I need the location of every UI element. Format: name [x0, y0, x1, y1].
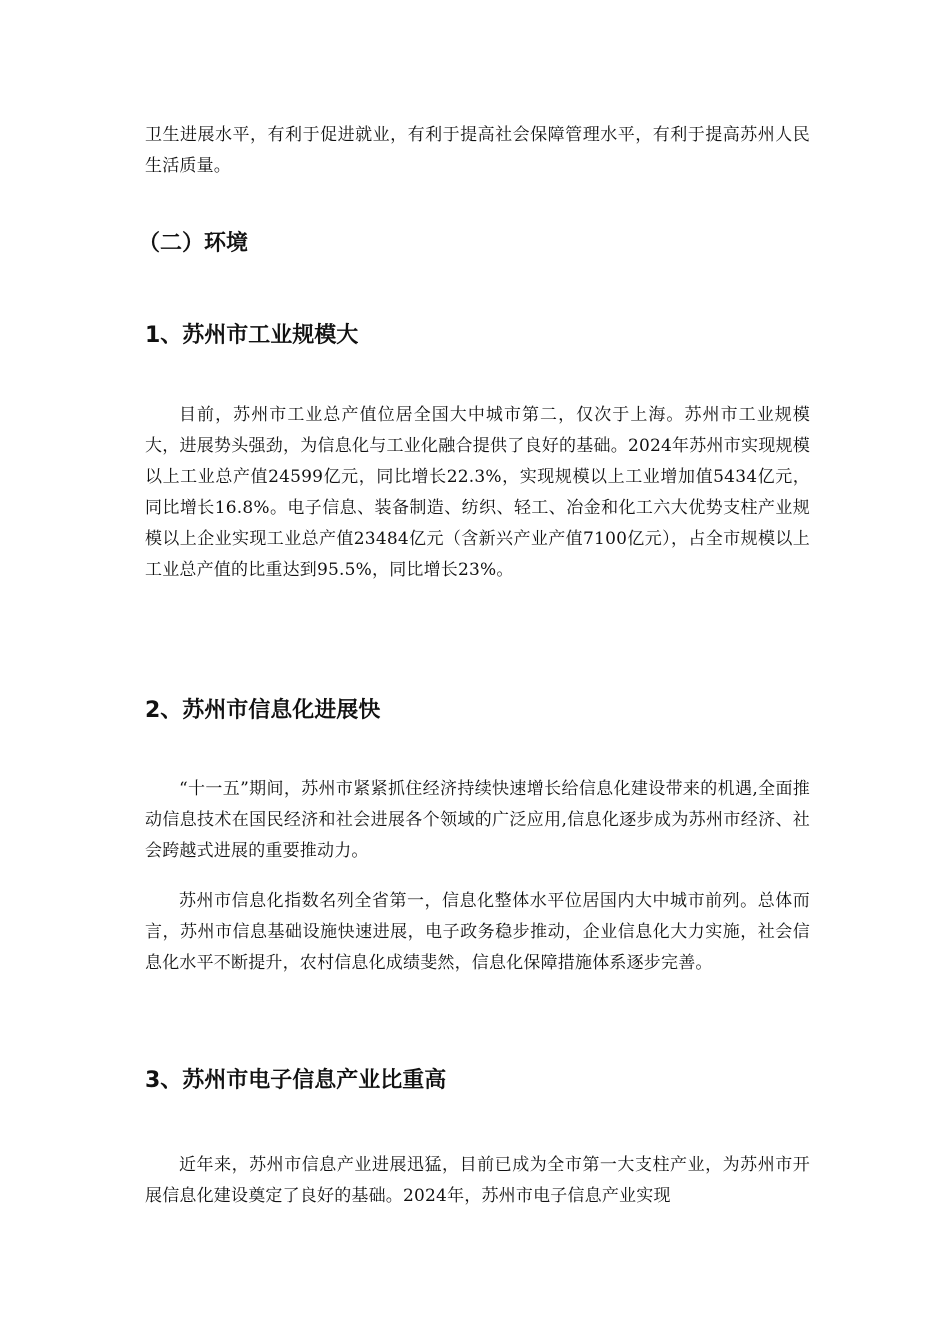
paragraph-eleventh-five-year: “十一五”期间，苏州市紧紧抓住经济持续快速增长给信息化建设带来的机遇,全面推动信息技术在国民经济和社会进展各个领域的广泛应用,信息化逐步成为苏州市经济、社会跨越式进展的重要推动力。 — [145, 779, 810, 861]
heading-industrial-scale: 1、苏州市工业规模大 — [145, 323, 359, 348]
paragraph-electronic-info-industry: 近年来，苏州市信息产业进展迅猛，目前已成为全市第一大支柱产业，为苏州市开展信息化建设奠定了良好的基础。2024年，苏州市电子信息产业实现 — [145, 1155, 810, 1206]
section-heading-environment: （二）环境 — [138, 231, 249, 256]
paragraph-industrial-scale: 目前，苏州市工业总产值位居全国大中城市第二，仅次于上海。苏州市工业规模大，进展势头强劲，为信息化与工业化融合提供了良好的基础。2024年苏州市实现规模以上工业总产值24599亿元，同比增长22.3%，实现规模以上工业增加值5434亿元，同比增长16.8%。电子信息、装备制造、纺织、轻工、冶金和化工六大优势支柱产业规模以上企业实现工业总产值23484亿元（含新兴产业产值7100亿元），占全市规模以上工业总产值的比重达到95.5%，同比增长23%。 — [145, 405, 810, 580]
heading-informatization-progress: 2、苏州市信息化进展快 — [145, 698, 381, 723]
paragraph-intro-continuation: 卫生进展水平，有利于促进就业，有利于提高社会保障管理水平，有利于提高苏州人民生活质量。 — [145, 125, 810, 176]
paragraph-informatization-index: 苏州市信息化指数名列全省第一，信息化整体水平位居国内大中城市前列。总体而言，苏州市信息基础设施快速进展，电子政务稳步推动，企业信息化大力实施，社会信息化水平不断提升，农村信息化成绩斐然，信息化保障措施体系逐步完善。 — [145, 891, 810, 973]
heading-electronic-info-industry: 3、苏州市电子信息产业比重高 — [145, 1068, 447, 1093]
